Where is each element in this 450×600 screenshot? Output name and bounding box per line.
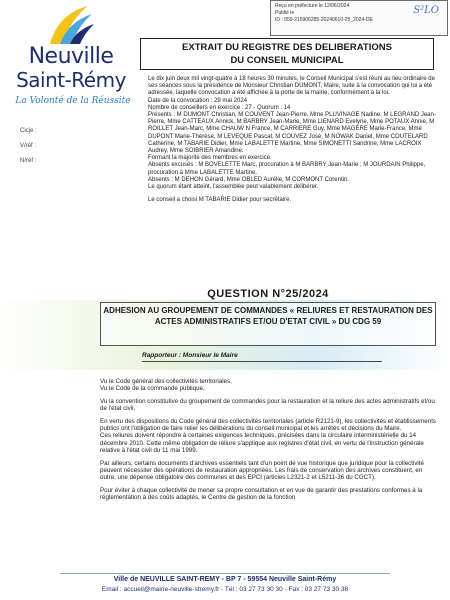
logo-name-line2: Saint-Rémy [16,68,126,92]
minutes-date: Date de la convocation : 29 mai 2024 [148,97,248,104]
question-number: QUESTION N°25/2024 [207,288,329,300]
footer-address: Ville de NEUVILLE SAINT-REMY - BP 7 - 59554 Neuville Saint-Rémy [113,576,337,583]
minutes-secretary: Le conseil a choisi M TABARIE Didier pour secrétaire. [148,197,292,204]
stamp-id: ID : 059-215906285-20240610-25_2024-DE [275,17,373,23]
logo-motto: La Volonté de la Réussite [15,96,131,106]
town-logo-icon [48,4,94,46]
minutes-majority: Formant la majorité des membres en exercice. [148,155,272,162]
stamp-signature: S²LO [413,5,439,16]
register-title-line1: EXTRAIT DU REGISTRE DES DELIBERATIONS [182,42,392,53]
logo-name-line1: Neuville [28,44,114,69]
paragraph-obligation: En vertu des dispositions du Code général des collectivités territoriales (article R2121-9), les collectivités et établissements publics ont l'obligation de faire relier les délibérations du conseil municipal et les arrêtés et décisions du Maire. Ces reliures doivent répondre à certaines exigences techniques, précisées dans la circulaire interministérielle du 14 décembre 2010. Cette même obligation de reliure s'applique aux registres d'état civil, en vertu de l'instruction générale relative à l'état civil du 11 mai 1999. [100,417,437,455]
register-title [140,38,434,70]
deliberation-body [100,378,436,507]
side-label-nref: N/réf : [20,158,37,164]
footer-divider [60,573,390,574]
paragraph-archives: Par ailleurs, certains documents d'archives essentiels tant d'un point de vue historique que juridique pour la collectivité peuvent nécessiter des opérations de restauration appropriées. Les frais de conservation des archives constituent, en outre, une dépense obligatoire des communes et des EPCI (articles L2321-2 et L5211-36 du CGCT). [100,459,424,482]
minutes-count: Nombre de conseillers en exercice : 27 - Quorum : 14 [148,104,291,111]
town-logo [6,4,136,114]
register-title-line2: DU CONSEIL MUNICIPAL [230,55,344,66]
stamp-received: Reçu en préfecture le 12/06/2024 [275,3,350,9]
side-label-cicje: Cicje : [20,128,37,134]
rapporteur-line [142,352,382,359]
prefecture-stamp [270,0,448,36]
rapporteur-underline [142,361,382,362]
paragraph-convention: Vu la convention constitutive du groupement de commandes pour la restauration et la reliure des actes administratifs et/ou de l'état civil, [100,397,435,413]
rapporteur-label: Rapporteur : Monsieur le Maire [142,352,238,359]
question-title: ADHESION AU GROUPEMENT DE COMMANDES « RELIURES ET RESTAURATION DES ACTES ADMINISTRATIFS ET/OU D'ETAT CIVIL » DU CDG 59 [100,302,436,346]
minutes-excused: Absents excusés : M BOVELETTE Marc, procuration à M BARBRY Jean-Marie ; M JOURDAIN Philippe, procuration à Mme LABALETTE Martine. [148,162,426,176]
minutes-absent: Absents : M DEHON Gérard, Mme OBLED Aurélie, M CORMONT Corentin. [148,176,349,183]
footer-contact: Email : accueil@mairie-neuville-stremy.fr - Tél : 03 27 73 30 30 - Fax : 03 27 73 30 38 [101,586,349,593]
minutes-presents: Présents : M DUMONT Christian, M COUVENT Jean-Pierre, Mme PLUVINAGE Nadine, M LEGRAND Jean-Pierre, Mme CATTEAUX Annick, M BARBRY Jean-Marie, Mme LIENARD Evelyne, Mme POTAUX Annie, M ROILLET Jean-Marc, Mme CHAUW N France, M CARRIERE Guy, Mme MAGERE Marie-France, Mme DUPONT Marie-Thérèse, M LEVEQUE Pascal, M COUVEZ José, M NOWAK Daniel, Mme COUTELARD Catherine, M TABARIE Didier, Mme LABALETTE Martine, Mme SIMONETTI Sandrine, Mme LACROIX Audrey, Mme SOIBRIER Amandine. [148,112,436,155]
minutes-block [148,76,438,204]
stamp-published: Publié le [275,10,295,16]
minutes-quorum: Le quorum étant atteint, l'assemblée peut valablement délibérer. [148,184,319,191]
minutes-intro: Le dix juin deux mil vingt-quatre à 18 heures 30 minutes, le Conseil Municipal s'est réuni au lieu ordinaire de ses séances sous la présidence de Monsieur Christian DUMONT, Maire, suite à la convocation qui lui a été adressée, laquelle convocation a été affichée à la porte de la mairie, conformément à la loi. [148,76,435,97]
paragraph-consultation: Pour éviter à chaque collectivité de mener sa propre consultation et en vue de garantir des prestations conformes à la réglementation à des coûts adaptés, le Centre de gestion de la fonction [100,486,423,502]
paragraph-vu: Vu le Code général des collectivités territoriales, Vu le Code de la commande publique, [100,378,232,393]
side-label-vref: V/réf : [20,143,37,149]
